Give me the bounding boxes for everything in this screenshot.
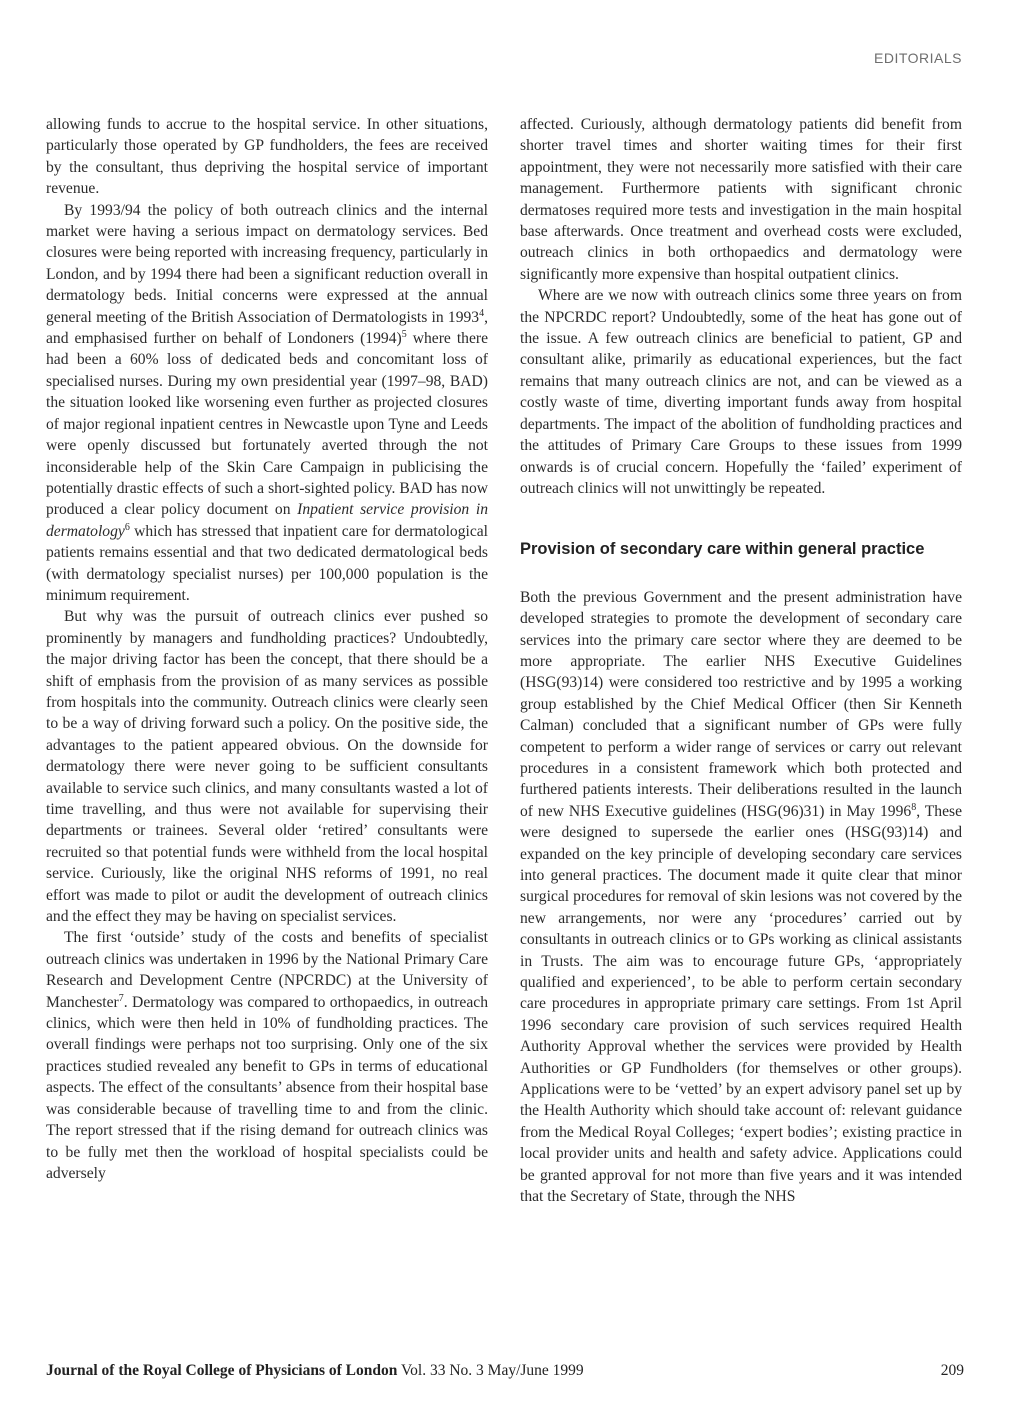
paragraph: affected. Curiously, although dermatology patients did benefit from shorter travel times and shorter waiting times for their first appointment, they were not necessarily more satisfied with their care management. Furthermore patients with significant chronic dermatoses required more tests and investigation in the main hospital base afterwards. Once treatment and overhead costs were excluded, outreach clinics in both orthopaedics and dermatology were significantly more expensive than hospital outpatient clinics.	[520, 116, 962, 283]
reference-mark: 8	[911, 801, 917, 813]
reference-mark: 4	[479, 307, 485, 319]
paragraph: Both the previous Government and the present administration have developed strategies to promote the development of secondary care services into the primary care sector where they are deemed to be more appropriate. The earlier NHS Executive Guidelines (HSG(93)14) were considered too restrictive and by 1995 a working group established by the Chief Medical Officer (then Sir Kenneth Calman) concluded that a significant number of GPs were fully competent to perform a wider range of services or carry out relevant procedures in a consistent framework which both protected and furthered patients interests. Their deliberations resulted in the launch of new NHS Executive guidelines (HSG(96)31) in May 1996$^8$, These were designed to supersede the earlier ones (HSG(93)14) and expanded on the key principle of developing secondary care services into general practices. The document made it quite clear that minor surgical procedures for removal of skin lesions was not covered by the new arrangements, nor were any ‘procedures’ carried out by consultants in outreach clinics or to GPs working as clinical assistants in Trusts. The aim was to encourage future GPs, ‘appropriately qualified and experienced’, to be able to perform certain secondary care procedures in appropriate primary care settings. From 1st April 1996 secondary care provision of such services required Health Authority Approval whether the services were provided by Health Authorities or GP Fundholders (for themselves or other groups). Applications were to be ‘vetted’ by an expert advisory panel set up by the Health Authority which should take account of: relevant guidance from the Medical Royal Colleges; ‘expert bodies’; existing practice in local provider units and health and safety advice. Applications could be granted approval for not more than five years and it was intended that the Secretary of State, through the NHS	[520, 588, 962, 1206]
section-label: EDITORIALS	[874, 50, 962, 66]
paragraph: But why was the pursuit of outreach clinics ever pushed so prominently by managers and fundholding practices? Undoubtedly, the major driving factor has been the concept, that there should be a shift of emphasis from the provision of as many services as possible from hospitals into the community. Outreach clinics were clearly seen to be a way of driving forward such a policy. On the positive side, the advantages to the patient appeared obvious. On the downside for dermatology there were never going to be sufficient consultants available to service such clinics, and many consultants wasted a lot of time travelling, and thus were not available for supervising their departments or trainees. Several older ‘retired’ consultants were recruited so that potential funds were withheld from the local hospital service. Curiously, like the original NHS reforms of 1991, no real effort was made to pilot or audit the development of outreach clinics and the effect they may be having on specialist services.	[46, 608, 488, 926]
reference-mark: 5	[401, 328, 407, 340]
left-column	[46, 114, 488, 1184]
right-column	[520, 114, 962, 1208]
journal-issue: Vol. 33 No. 3 May/June 1999	[400, 1362, 584, 1379]
section-heading: Provision of secondary care within general practice	[520, 540, 925, 559]
paragraph: The first ‘outside’ study of the costs and benefits of specialist outreach clinics was undertaken in 1996 by the National Primary Care Research and Development Centre (NPCRDC) at the University of Manchester$^7$. Dermatology was compared to orthopaedics, in outreach clinics, which were then held in 10% of fundholding practices. The overall findings were perhaps not too surprising. Only one of the six practices studied revealed any benefit to GPs in terms of educational aspects. The effect of the consultants’ absence from their hospital base was considerable because of travelling time to and from the clinic. The report stressed that if the rising demand for outreach clinics was to be fully met then the workload of hospital specialists could be adversely	[46, 929, 488, 1182]
paragraph: allowing funds to accrue to the hospital service. In other situations, particularly those operated by GP fundholders, the fees are received by the consultant, thus depriving the hospital service of important revenue.	[46, 116, 488, 198]
page-number: 209	[940, 1362, 964, 1379]
page-footer	[46, 1362, 964, 1380]
reference-mark: 6	[124, 521, 130, 533]
journal-name: Journal of the Royal College of Physicians of London	[46, 1362, 398, 1379]
paragraph: Where are we now with outreach clinics some three years on from the NPCRDC report? Undoubtedly, some of the heat has gone out of the issue. A few outreach clinics are beneficial to patient, GP and consultant alike, primarily as educational experiences, but the fact remains that many outreach clinics are not, and can be viewed as a costly waste of time, diverting important funds away from hospital departments. The impact of the abolition of fundholding practices and the attitudes of Primary Care Groups to these issues from 1999 onwards is of crucial concern. Hopefully the ‘failed’ experiment of outreach clinics will not unwittingly be repeated.	[520, 287, 962, 497]
document-title: Inpatient service provision in dermatology	[46, 501, 488, 540]
paragraph: By 1993/94 the policy of both outreach clinics and the internal market were having a serious impact on dermatology services. Bed closures were being reported with increasing frequency, particularly in London, and by 1994 there had been a significant reduction overall in dermatology beds. Initial concerns were expressed at the annual general meeting of the British Association of Dermatologists in 1993$^4$, and emphasised further on behalf of Londoners $(1994)^5$ where there had been a 60% loss of dedicated beds and concomitant loss of specialised nurses. During my own presidential year (1997–98, BAD) the situation looked like worsening even further as projected closures of major regional inpatient centres in Newcastle upon Tyne and Leeds were openly discussed but fortunately averted through the not inconsiderable help of the Skin Care Campaign in publicising the potentially drastic effects of such a short-sighted policy. BAD has now produced a clear policy document on Inpatient service provision in dermatology$^6$ which has stressed that inpatient care for dermatological patients remains essential and that two dedicated dermatological beds (with dermatology specialist nurses) per 100,000 population is the minimum requirement.	[46, 201, 488, 604]
reference-mark: 7	[118, 992, 124, 1004]
